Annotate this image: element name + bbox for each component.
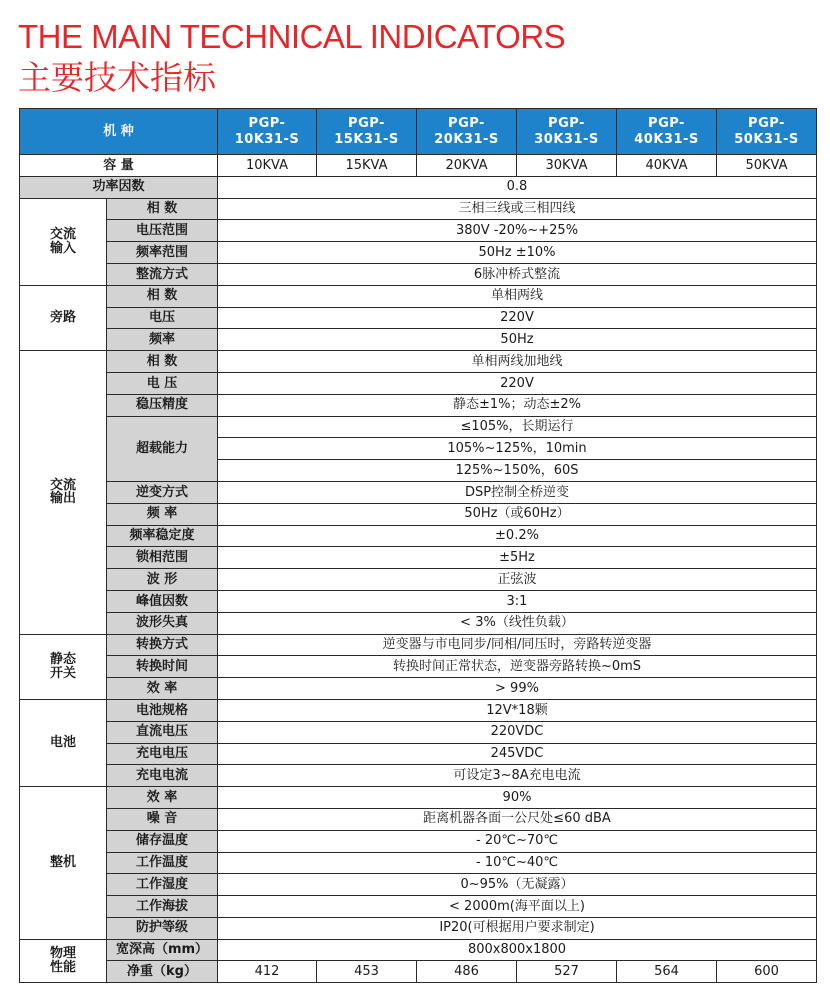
spec-value: 静态±1%；动态±2% [218, 394, 817, 416]
spec-value: 6脉冲桥式整流 [218, 263, 817, 285]
table-row [20, 590, 817, 612]
table-row [20, 874, 817, 896]
table-row [20, 721, 817, 743]
spec-value: - 10℃~40℃ [218, 852, 817, 874]
page-title-english: THE MAIN TECHNICAL INDICATORS [18, 18, 566, 55]
spec-label: 充电电压 [107, 743, 218, 765]
table-row [20, 263, 817, 285]
table-row [20, 961, 817, 983]
spec-value: 800x800x1800 [218, 939, 817, 961]
spec-value: - 20℃~70℃ [218, 830, 817, 852]
weight-value: 527 [517, 961, 617, 983]
model-header-cell-line: 50K31-S [734, 131, 799, 147]
spec-value: 距离机器各面一公尺处≤60 dBA [218, 808, 817, 830]
table-row [20, 394, 817, 416]
spec-label: 充电电流 [107, 765, 218, 787]
spec-value: 0~95%（无凝露） [218, 874, 817, 896]
model-header-cell [218, 109, 317, 155]
model-header-cell [717, 109, 817, 155]
spec-label: 频 率 [107, 503, 218, 525]
table-row [20, 656, 817, 678]
section-label-line: 性能 [49, 959, 76, 975]
spec-value: 12V*18颗 [218, 699, 817, 721]
model-header-cell-line: PGP- [448, 115, 485, 131]
spec-value: 245VDC [218, 743, 817, 765]
section-label-line: 旁路 [49, 310, 76, 326]
section-label [20, 198, 107, 285]
spec-value: 正弦波 [218, 569, 817, 591]
technical-indicators-table [19, 108, 817, 983]
spec-value: < 3%（线性负载） [218, 612, 817, 634]
table-row [20, 939, 817, 961]
capacity-value: 50KVA [717, 155, 817, 177]
spec-value: 转换时间正常状态，逆变器旁路转换~0mS [218, 656, 817, 678]
table-row [20, 569, 817, 591]
model-header-cell-line: PGP- [748, 115, 785, 131]
section-label-line: 交流 [49, 227, 76, 243]
spec-label: 电压范围 [107, 220, 218, 242]
spec-label: 波形失真 [107, 612, 218, 634]
table-row [20, 917, 817, 939]
spec-label: 电池规格 [107, 699, 218, 721]
spec-value: DSP控制全桥逆变 [218, 481, 817, 503]
table-row [20, 503, 817, 525]
model-header-cell-line: 40K31-S [634, 131, 699, 147]
model-header-cell [517, 109, 617, 155]
model-header-cell-line: PGP- [548, 115, 585, 131]
spec-value: < 2000m(海平面以上) [218, 896, 817, 918]
table-row [20, 307, 817, 329]
table-row [20, 416, 817, 438]
spec-label: 净重（kg） [107, 961, 218, 983]
spec-label: 频率范围 [107, 242, 218, 264]
spec-label: 整流方式 [107, 263, 218, 285]
section-label-line: 整机 [49, 855, 76, 871]
table-row [20, 699, 817, 721]
model-header-cell-line: 15K31-S [334, 131, 399, 147]
table-row [20, 242, 817, 264]
section-label [20, 634, 107, 699]
capacity-value: 30KVA [517, 155, 617, 177]
spec-value: 125%~150%，60S [218, 460, 817, 482]
table-row [20, 176, 817, 198]
spec-label: 直流电压 [107, 721, 218, 743]
table-row [20, 634, 817, 656]
spec-value: 单相两线加地线 [218, 351, 817, 373]
spec-label: 工作海拔 [107, 896, 218, 918]
table-row [20, 155, 817, 177]
table-row [20, 612, 817, 634]
spec-value: 可设定3~8A充电电流 [218, 765, 817, 787]
model-header-cell-line: PGP- [248, 115, 286, 131]
section-label-line: 静态 [49, 652, 76, 668]
spec-label: 频率稳定度 [107, 525, 218, 547]
table-row [20, 547, 817, 569]
spec-label: 工作湿度 [107, 874, 218, 896]
spec-value: 90% [218, 787, 817, 809]
section-label [20, 351, 107, 634]
weight-value: 486 [417, 961, 517, 983]
table-row [20, 852, 817, 874]
model-header-cell [617, 109, 717, 155]
model-header-cell [317, 109, 417, 155]
spec-value: IP20(可根据用户要求制定) [218, 917, 817, 939]
table-row [20, 109, 817, 155]
section-label [20, 699, 107, 786]
spec-label: 相 数 [107, 285, 218, 307]
capacity-label: 容 量 [20, 155, 218, 177]
spec-value: ≤105%，长期运行 [218, 416, 817, 438]
spec-value: 50Hz [218, 329, 817, 351]
spec-value: ±0.2% [218, 525, 817, 547]
table-row [20, 372, 817, 394]
weight-value: 453 [317, 961, 417, 983]
spec-value: 220V [218, 307, 817, 329]
weight-value: 564 [617, 961, 717, 983]
capacity-value: 20KVA [417, 155, 517, 177]
spec-label: 稳压精度 [107, 394, 218, 416]
table-row [20, 808, 817, 830]
section-label-line: 交流 [49, 477, 76, 493]
capacity-value: 40KVA [617, 155, 717, 177]
spec-value: ±5Hz [218, 547, 817, 569]
spec-value: 逆变器与市电同步/同相/同压时，旁路转逆变器 [218, 634, 817, 656]
table-row [20, 678, 817, 700]
table-row [20, 220, 817, 242]
spec-label: 电压 [107, 307, 218, 329]
weight-value: 412 [218, 961, 317, 983]
spec-label: 锁相范围 [107, 547, 218, 569]
table-row [20, 743, 817, 765]
section-label-line: 输出 [49, 491, 76, 507]
spec-label: 频率 [107, 329, 218, 351]
section-label [20, 787, 107, 940]
table-row [20, 765, 817, 787]
spec-label: 转换时间 [107, 656, 218, 678]
spec-label: 峰值因数 [107, 590, 218, 612]
spec-label: 效 率 [107, 678, 218, 700]
spec-label: 相 数 [107, 198, 218, 220]
spec-label: 超载能力 [107, 416, 218, 481]
page-title-chinese: 主要技术指标 [18, 58, 216, 97]
table-row [20, 896, 817, 918]
spec-value: 50Hz ±10% [218, 242, 817, 264]
table-row [20, 198, 817, 220]
section-label-line: 物理 [49, 946, 76, 962]
spec-label: 效 率 [107, 787, 218, 809]
spec-value: 220V [218, 372, 817, 394]
spec-value: 50Hz（或60Hz） [218, 503, 817, 525]
model-header-cell-line: 20K31-S [434, 131, 499, 147]
table-row [20, 351, 817, 373]
spec-label: 储存温度 [107, 830, 218, 852]
weight-value: 600 [717, 961, 817, 983]
spec-value: 220VDC [218, 721, 817, 743]
section-label-line: 输入 [49, 240, 76, 256]
spec-label: 工作温度 [107, 852, 218, 874]
spec-value: 380V -20%~+25% [218, 220, 817, 242]
spec-label: 相 数 [107, 351, 218, 373]
spec-label: 转换方式 [107, 634, 218, 656]
power-factor-label: 功率因数 [20, 176, 218, 198]
model-header-cell-line: PGP- [648, 115, 685, 131]
model-header-cell-line: PGP- [348, 115, 385, 131]
section-label [20, 939, 107, 983]
capacity-value: 15KVA [317, 155, 417, 177]
model-header-cell [417, 109, 517, 155]
section-label [20, 285, 107, 350]
spec-label: 逆变方式 [107, 481, 218, 503]
spec-value: 105%~125%，10min [218, 438, 817, 460]
spec-value: 单相两线 [218, 285, 817, 307]
section-label-line: 开关 [49, 665, 76, 681]
spec-label: 电 压 [107, 372, 218, 394]
table-row [20, 329, 817, 351]
power-factor-value: 0.8 [218, 176, 817, 198]
table-row [20, 481, 817, 503]
model-header-cell-line: 30K31-S [534, 131, 599, 147]
table-row [20, 285, 817, 307]
table-row [20, 787, 817, 809]
spec-value: 3:1 [218, 590, 817, 612]
model-header-label: 机 种 [20, 109, 218, 155]
spec-label: 波 形 [107, 569, 218, 591]
model-header-cell-line: 10K31-S [234, 131, 300, 147]
spec-label: 防护等级 [107, 917, 218, 939]
spec-label: 噪 音 [107, 808, 218, 830]
spec-label: 宽深高（mm） [107, 939, 218, 961]
capacity-value: 10KVA [218, 155, 317, 177]
spec-value: 三相三线或三相四线 [218, 198, 817, 220]
table-row [20, 830, 817, 852]
spec-value: > 99% [218, 678, 817, 700]
table-row [20, 525, 817, 547]
section-label-line: 电池 [49, 735, 76, 751]
